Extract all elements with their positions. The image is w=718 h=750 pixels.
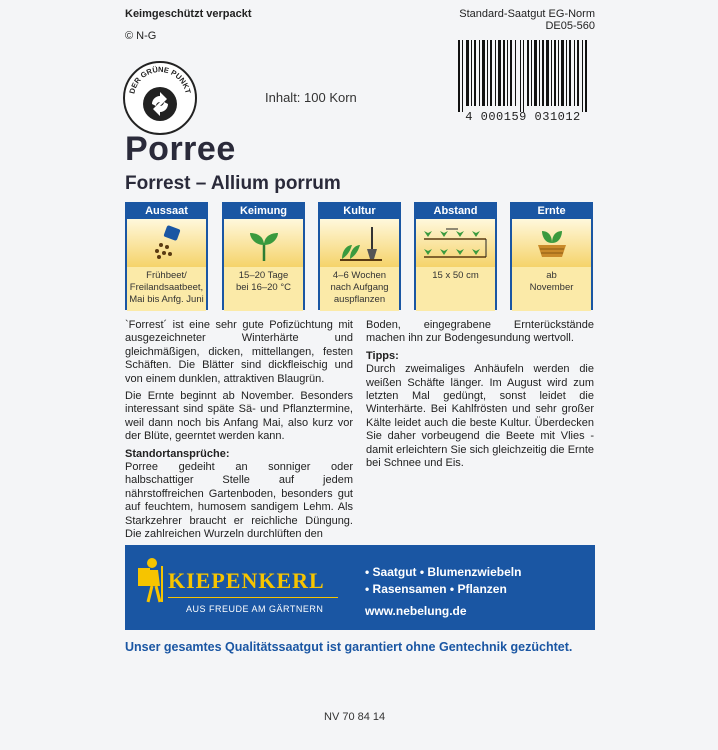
text-column-left — [125, 319, 353, 546]
text-column-right — [366, 319, 594, 474]
description-paragraph: `Forrest´ ist eine sehr gute Pofizüchtung mit ausgezeichneter Winterhärte und gleichmäßigen, dicken, mittellangen, festen Schäften. Die Blätter sind dickfleischig und von einem dunklen, attraktiven Blaugrün. — [125, 319, 353, 385]
panel-aussaat: Aussaat Frühbeet/ Freilandsaatbeet, Mai bis Anfg. Juni — [125, 202, 208, 310]
product-code: NV 70 84 14 — [324, 711, 386, 723]
seedling-icon — [244, 223, 284, 263]
tipps-paragraph: Durch zweimaliges Anhäufeln werden die weißen Schäfte länger. Im August wird zum letzten Mal gedüngt, sonst leidet die Winterhärte. Bei Kahlfrösten und sehr großer Kälte leidet auch die beste Kultur. Überdecken Sie daher vorbeugend die Beete mit Vlies - damit erleichtern Sie sich gleichzeitig die Ernte bei Schnee und Eis. — [366, 363, 594, 470]
harvest-basket-icon — [532, 223, 572, 263]
seed-standard: Standard-Saatgut EG-Norm — [459, 8, 595, 20]
copyright-note: © N-G — [125, 30, 157, 42]
barcode — [448, 40, 598, 118]
seed-code: DE05-560 — [545, 20, 595, 32]
panel-ernte: Ernte ab November — [510, 202, 593, 310]
seed-packet-icon — [147, 223, 187, 263]
panel-kultur: Kultur 4–6 Wochen nach Aufgang auspflanzen — [318, 202, 401, 310]
barcode-digits: 4 000159 031012 — [465, 110, 581, 124]
tipps-heading: Tipps: — [366, 349, 399, 362]
product-title: Porree — [125, 130, 236, 168]
panel-title: Keimung — [224, 204, 303, 219]
planting-shovel-icon — [336, 223, 384, 263]
panel-title: Ernte — [512, 204, 591, 219]
brand-name: KIEPENKERL — [168, 568, 325, 593]
kiepenkerl-figure-icon — [136, 556, 166, 604]
panel-abstand: Abstand 15 x 50 cm — [414, 202, 497, 310]
standort-paragraph: Porree gedeiht an sonniger oder halbschattiger Stelle auf jedem nährstoffreichen Gartenboden, besonders gut auf feuchtem, humosem sandigem Lehm. Als Starkzehrer braucht er reichliche Düngung. Die zahlreichen Wurzeln durchlüften den — [125, 461, 353, 541]
content-amount: Inhalt: 100 Korn — [265, 90, 357, 105]
soil-paragraph: Boden, eingegrabene Ernterückstände machen ihn zur Bodengesundung wertvoll. — [366, 319, 594, 345]
brand-website-link[interactable]: www.nebelung.de — [365, 604, 467, 618]
spacing-rows-icon — [420, 223, 492, 263]
gruener-punkt-logo — [122, 60, 198, 136]
brand-slogan: AUS FREUDE AM GÄRTNERN — [186, 604, 324, 614]
panel-title: Kultur — [320, 204, 399, 219]
harvest-paragraph: Die Ernte beginnt ab November. Besonders interessant sind späte Sä- und Pflanztermine, weil dann noch bis Anfang Mai, also kurz vor der Blüte, geerntet werden kann. — [125, 390, 353, 443]
product-subtitle: Forrest – Allium porrum — [125, 173, 341, 194]
packaging-note: Keimgeschützt verpackt — [125, 8, 252, 20]
brand-divider — [168, 597, 338, 598]
standort-heading: Standortansprüche: — [125, 447, 230, 460]
panel-title: Aussaat — [127, 204, 206, 219]
quality-note: Unser gesamtes Qualitätssaatgut ist garantiert ohne Gentechnik gezüchtet. — [125, 640, 573, 654]
panel-keimung: Keimung 15–20 Tage bei 16–20 °C — [222, 202, 305, 310]
brand-products-line-2: • Rasensamen • Pflanzen — [365, 582, 507, 596]
panel-title: Abstand — [416, 204, 495, 219]
brand-products-line-1: • Saatgut • Blumenzwiebeln — [365, 565, 522, 579]
svg-text:DER GRÜNE PUNKT: DER GRÜNE PUNKT — [127, 64, 193, 95]
